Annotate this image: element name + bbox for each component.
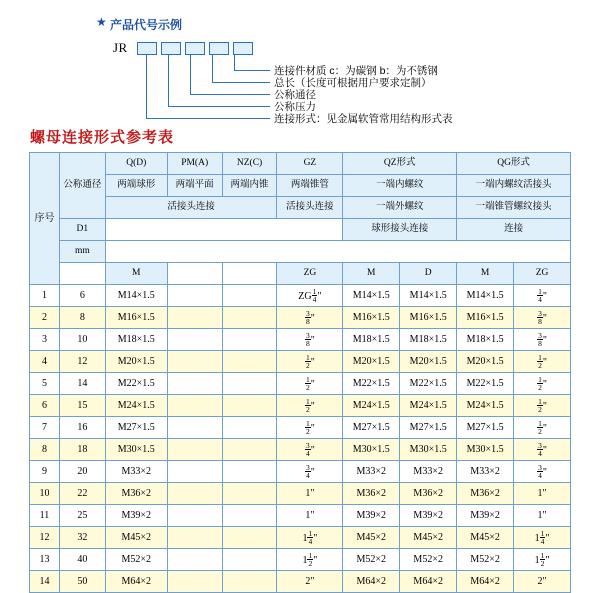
cell-seq: 9	[30, 461, 60, 483]
leader-line-5	[146, 55, 147, 118]
cell-qz-m: M64×2	[343, 571, 400, 593]
cell-qz-m: M45×2	[343, 527, 400, 549]
cell-gz: 1"	[277, 483, 343, 505]
cell-qg-m: M18×1.5	[457, 329, 514, 351]
cell-seq: 11	[30, 505, 60, 527]
leader-line-3	[190, 55, 191, 94]
cell-qg-zg: 1"	[514, 505, 571, 527]
leader-h-4	[168, 106, 270, 107]
header-qg-desc1: 一端内螺纹活接头	[457, 175, 571, 197]
cell-nz	[222, 527, 277, 549]
cell-gz: 1 $\frac{1}{2}$ "	[277, 549, 343, 571]
cell-qz-d: M20×1.5	[400, 351, 457, 373]
cell-dn: 16	[59, 417, 105, 439]
cell-q: M27×1.5	[105, 417, 167, 439]
cell-q: M45×2	[105, 527, 167, 549]
header-group-pm-code: PM(A)	[167, 153, 222, 175]
cell-q: M52×2	[105, 549, 167, 571]
leader-h-1	[234, 70, 270, 71]
table-row	[30, 417, 571, 439]
cell-qg-zg: $\frac{1}{2}$ "	[514, 395, 571, 417]
code-box-1	[137, 42, 157, 55]
cell-qz-m: M14×1.5	[343, 285, 400, 307]
cell-q: M36×2	[105, 483, 167, 505]
header-pm-unit	[167, 263, 222, 285]
cell-seq: 10	[30, 483, 60, 505]
cell-qg-zg: $\frac{1}{4}$ "	[514, 285, 571, 307]
cell-dn: 40	[59, 549, 105, 571]
header-q-desc: 两端球形	[105, 175, 167, 197]
cell-seq: 6	[30, 395, 60, 417]
header-dn: 公称通径	[59, 153, 105, 219]
cell-pm	[167, 285, 222, 307]
cell-qg-zg: $\frac{3}{8}$ "	[514, 329, 571, 351]
cell-qg-m: M24×1.5	[457, 395, 514, 417]
cell-qg-m: M52×2	[457, 549, 514, 571]
cell-pm	[167, 549, 222, 571]
cell-q: M39×2	[105, 505, 167, 527]
cell-pm	[167, 439, 222, 461]
table-row	[30, 505, 571, 527]
cell-dn: 20	[59, 461, 105, 483]
cell-q: M16×1.5	[105, 307, 167, 329]
header-gz-connection: 活接头连接	[277, 197, 343, 219]
cell-seq: 2	[30, 307, 60, 329]
cell-qz-m: M20×1.5	[343, 351, 400, 373]
cell-qg-zg: 1 $\frac{1}{4}$ "	[514, 527, 571, 549]
cell-gz: ZG $\frac{1}{4}$ "	[277, 285, 343, 307]
cell-q: M30×1.5	[105, 439, 167, 461]
table-header-row-6	[30, 263, 571, 285]
cell-pm	[167, 329, 222, 351]
cell-qg-zg: $\frac{3}{4}$ "	[514, 439, 571, 461]
leader-line-4	[168, 55, 169, 106]
cell-dn: 6	[59, 285, 105, 307]
cell-q: M20×1.5	[105, 351, 167, 373]
leader-h-3	[190, 94, 270, 95]
cell-gz: 1 $\frac{1}{4}$ "	[277, 527, 343, 549]
code-box-4	[209, 42, 229, 55]
cell-pm	[167, 351, 222, 373]
cell-dn: 32	[59, 527, 105, 549]
cell-qz-m: M22×1.5	[343, 373, 400, 395]
cell-qg-zg: 1"	[514, 483, 571, 505]
cell-qg-zg: $\frac{3}{8}$ "	[514, 307, 571, 329]
table-row	[30, 527, 571, 549]
cell-qg-m: M33×2	[457, 461, 514, 483]
cell-nz	[222, 505, 277, 527]
cell-q: M22×1.5	[105, 373, 167, 395]
cell-qg-m: M45×2	[457, 527, 514, 549]
header-gz-desc: 两端锥管	[277, 175, 343, 197]
table-header-row-3	[30, 197, 571, 219]
cell-nz	[222, 483, 277, 505]
cell-qz-d: M33×2	[400, 461, 457, 483]
table-row	[30, 395, 571, 417]
cell-qg-m: M36×2	[457, 483, 514, 505]
cell-qz-m: M24×1.5	[343, 395, 400, 417]
table-row	[30, 571, 571, 593]
cell-qz-d: M18×1.5	[400, 329, 457, 351]
header-dn-unit: mm	[59, 241, 105, 263]
cell-qz-d: M14×1.5	[400, 285, 457, 307]
cell-qg-m: M20×1.5	[457, 351, 514, 373]
cell-nz	[222, 571, 277, 593]
header-nz-unit	[222, 263, 277, 285]
cell-qz-d: M36×2	[400, 483, 457, 505]
table-header-row-2	[30, 175, 571, 197]
cell-q: M33×2	[105, 461, 167, 483]
cell-gz: $\frac{1}{2}$ "	[277, 417, 343, 439]
legend-label-connection-type: 连接形式：见金属软管常用结构形式表	[274, 113, 453, 125]
cell-pm	[167, 461, 222, 483]
cell-seq: 4	[30, 351, 60, 373]
cell-gz: 1"	[277, 505, 343, 527]
table-header-row-5	[30, 241, 571, 263]
header-pm-desc: 两端平面	[167, 175, 222, 197]
header-group-nz-code: NZ(C)	[222, 153, 277, 175]
cell-qg-m: M64×2	[457, 571, 514, 593]
table-row	[30, 549, 571, 571]
cell-dn: 18	[59, 439, 105, 461]
header-group-gz-code: GZ	[277, 153, 343, 175]
header-qz-unit-d: D	[400, 263, 457, 285]
cell-qg-m: M30×1.5	[457, 439, 514, 461]
cell-qz-d: M39×2	[400, 505, 457, 527]
cell-qg-zg: 2"	[514, 571, 571, 593]
header-qz-desc2: 一端外螺纹	[343, 197, 457, 219]
cell-seq: 12	[30, 527, 60, 549]
cell-gz: $\frac{1}{2}$ "	[277, 351, 343, 373]
header-nz-desc: 两端内锥	[222, 175, 277, 197]
cell-seq: 1	[30, 285, 60, 307]
cell-dn: 50	[59, 571, 105, 593]
cell-qz-d: M45×2	[400, 527, 457, 549]
cell-gz: $\frac{3}{4}$ "	[277, 439, 343, 461]
table-header-row-4	[30, 219, 571, 241]
cell-qg-zg: $\frac{1}{2}$ "	[514, 373, 571, 395]
table-row	[30, 351, 571, 373]
cell-qz-m: M52×2	[343, 549, 400, 571]
cell-qz-m: M33×2	[343, 461, 400, 483]
cell-q: M24×1.5	[105, 395, 167, 417]
cell-dn: 15	[59, 395, 105, 417]
cell-dn: 25	[59, 505, 105, 527]
cell-q: M14×1.5	[105, 285, 167, 307]
cell-nz	[222, 439, 277, 461]
cell-qg-m: M16×1.5	[457, 307, 514, 329]
header-qg-unit-zg: ZG	[514, 263, 571, 285]
header-gz-unit: ZG	[277, 263, 343, 285]
code-box-5	[233, 42, 253, 55]
header-qg-unit-m: M	[457, 263, 514, 285]
table-row	[30, 307, 571, 329]
cell-seq: 7	[30, 417, 60, 439]
table-row	[30, 483, 571, 505]
cell-dn: 14	[59, 373, 105, 395]
header-seq: 序号	[30, 153, 60, 285]
header-qz-desc3: 球形接头连接	[343, 219, 457, 241]
cell-qg-zg: $\frac{1}{2}$ "	[514, 351, 571, 373]
cell-seq: 13	[30, 549, 60, 571]
table-row	[30, 329, 571, 351]
cell-q: M64×2	[105, 571, 167, 593]
header-d1: D1	[59, 219, 105, 241]
cell-qg-zg: $\frac{3}{4}$ "	[514, 461, 571, 483]
cell-nz	[222, 329, 277, 351]
cell-pm	[167, 417, 222, 439]
cell-qg-zg: $\frac{1}{2}$ "	[514, 417, 571, 439]
code-box-2	[161, 42, 181, 55]
cell-seq: 8	[30, 439, 60, 461]
legend-label-material: 连接件材质 c：为碳钢 b：为不锈钢	[274, 65, 438, 77]
cell-gz: $\frac{1}{2}$ "	[277, 373, 343, 395]
cell-gz: $\frac{1}{2}$ "	[277, 395, 343, 417]
header-blank-2	[105, 241, 570, 263]
leader-line-2	[212, 55, 213, 82]
legend-prefix: JR	[113, 40, 128, 55]
cell-pm	[167, 307, 222, 329]
cell-qg-m: M22×1.5	[457, 373, 514, 395]
cell-qz-m: M36×2	[343, 483, 400, 505]
cell-qz-d: M52×2	[400, 549, 457, 571]
code-boxes	[137, 42, 253, 55]
star-icon: ★	[96, 15, 107, 29]
cell-seq: 5	[30, 373, 60, 395]
cell-dn: 10	[59, 329, 105, 351]
table-row	[30, 439, 571, 461]
section-title: 螺母连接形式参考表	[30, 129, 175, 146]
cell-qz-m: M27×1.5	[343, 417, 400, 439]
leader-line-1	[234, 55, 235, 70]
cell-qz-d: M24×1.5	[400, 395, 457, 417]
cell-pm	[167, 571, 222, 593]
cell-seq: 3	[30, 329, 60, 351]
table-row	[30, 461, 571, 483]
cell-pm	[167, 395, 222, 417]
cell-pm	[167, 483, 222, 505]
table-header-row-1	[30, 153, 571, 175]
header-q-unit: M	[105, 263, 167, 285]
leader-h-2	[212, 82, 270, 83]
header-qg-desc3: 连接	[457, 219, 571, 241]
header-group-q-code: Q(D)	[105, 153, 167, 175]
product-code-legend	[0, 0, 600, 132]
nut-connection-table	[29, 152, 571, 593]
cell-qz-d: M64×2	[400, 571, 457, 593]
cell-gz: $\frac{3}{8}$ "	[277, 307, 343, 329]
header-blank-3	[59, 263, 105, 285]
header-group-qz-code: QZ形式	[343, 153, 457, 175]
cell-qz-m: M30×1.5	[343, 439, 400, 461]
cell-nz	[222, 307, 277, 329]
legend-label-nominal-pressure: 公称压力	[274, 101, 316, 113]
leader-h-5	[146, 118, 270, 119]
cell-nz	[222, 549, 277, 571]
table-row	[30, 373, 571, 395]
cell-qz-d: M16×1.5	[400, 307, 457, 329]
cell-pm	[167, 505, 222, 527]
cell-qg-m: M27×1.5	[457, 417, 514, 439]
cell-qz-m: M39×2	[343, 505, 400, 527]
cell-seq: 14	[30, 571, 60, 593]
legend-label-nominal-diameter: 公称通径	[274, 89, 316, 101]
cell-pm	[167, 527, 222, 549]
header-group-qg-code: QG形式	[457, 153, 571, 175]
header-qz-unit-m: M	[343, 263, 400, 285]
cell-gz: $\frac{3}{4}$ "	[277, 461, 343, 483]
cell-nz	[222, 395, 277, 417]
cell-gz: $\frac{3}{8}$ "	[277, 329, 343, 351]
cell-qz-d: M22×1.5	[400, 373, 457, 395]
header-qz-desc1: 一端内螺纹	[343, 175, 457, 197]
code-box-3	[185, 42, 205, 55]
cell-qg-m: M39×2	[457, 505, 514, 527]
header-q-connection: 活接头连接	[105, 197, 277, 219]
legend-title: 产品代号示例	[110, 18, 183, 32]
cell-nz	[222, 351, 277, 373]
table-row	[30, 285, 571, 307]
header-blank-1	[105, 219, 343, 241]
cell-qz-m: M16×1.5	[343, 307, 400, 329]
cell-dn: 12	[59, 351, 105, 373]
cell-qg-m: M14×1.5	[457, 285, 514, 307]
cell-nz	[222, 461, 277, 483]
cell-nz	[222, 285, 277, 307]
legend-label-total-length: 总长（长度可根据用户要求定制）	[274, 77, 432, 89]
cell-qz-d: M30×1.5	[400, 439, 457, 461]
cell-qz-m: M18×1.5	[343, 329, 400, 351]
cell-nz	[222, 417, 277, 439]
cell-qg-zg: 1 $\frac{1}{2}$ "	[514, 549, 571, 571]
cell-qz-d: M27×1.5	[400, 417, 457, 439]
cell-nz	[222, 373, 277, 395]
header-qg-desc2: 一端锥管螺纹接头	[457, 197, 571, 219]
cell-gz: 2"	[277, 571, 343, 593]
cell-pm	[167, 373, 222, 395]
cell-q: M18×1.5	[105, 329, 167, 351]
cell-dn: 22	[59, 483, 105, 505]
cell-dn: 8	[59, 307, 105, 329]
